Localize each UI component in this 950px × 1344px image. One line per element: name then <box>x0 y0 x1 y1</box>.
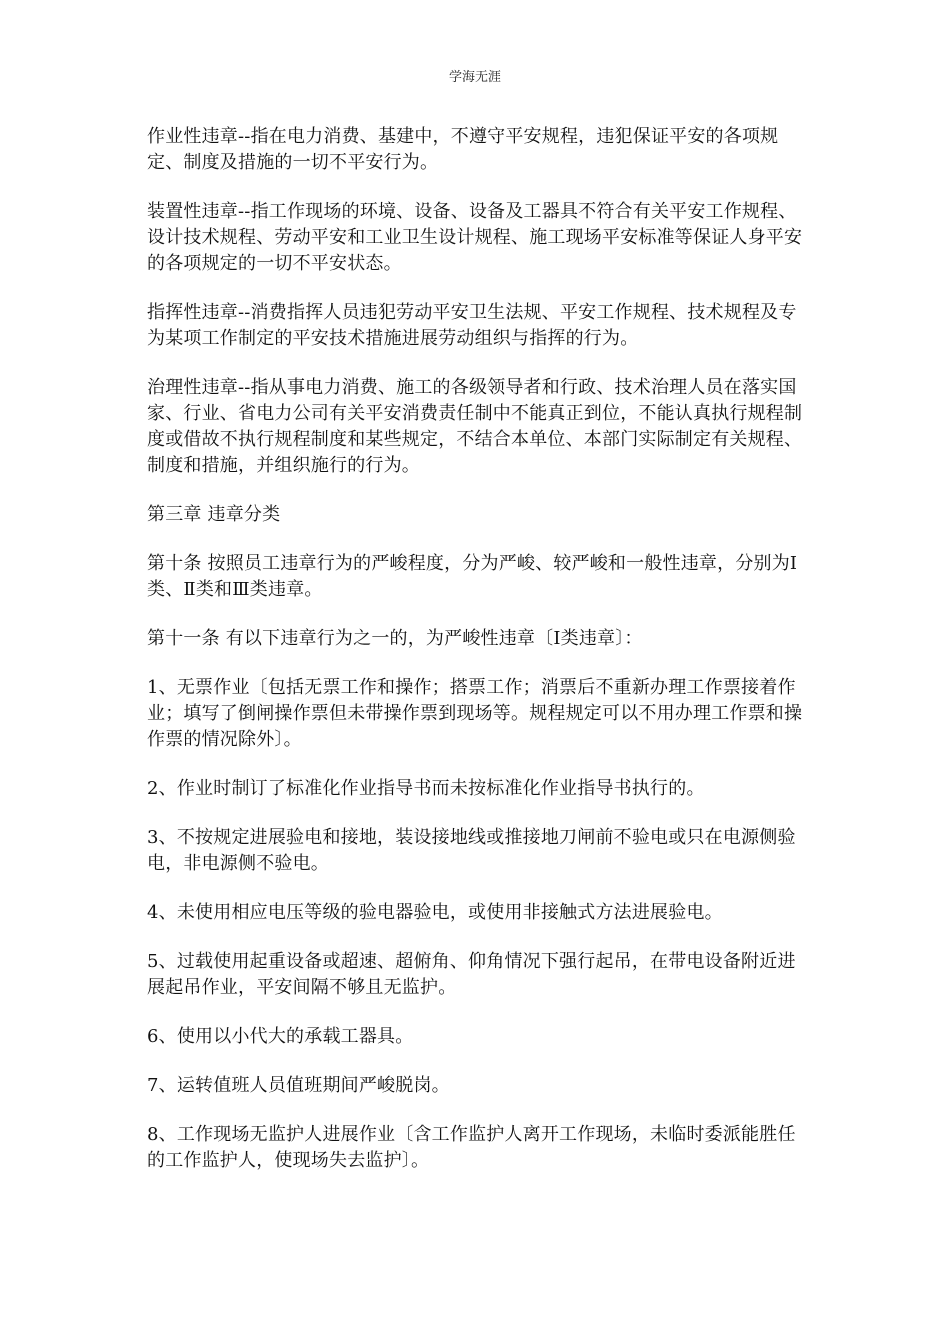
page-header: 学海无涯 <box>448 70 501 85</box>
list-item: 1、无票作业〔包括无票工作和操作；搭票工作；消票后不重新办理工作票接着作业；填写了倒闸操作票但未带操作票到现场等。规程规定可以不用办理工作票和操作票的情况除外〕。 <box>147 677 803 750</box>
chapter-heading: 第三章 违章分类 <box>147 504 281 525</box>
paragraph-management-violation: 治理性违章--指从事电力消费、施工的各级领导者和行政、技术治理人员在落实国家、行业、省电力公司有关平安消费责任制中不能真正到位，不能认真执行规程制度或借故不执行规程制度和某些规定，不结合本单位、本部门实际制定有关规程、制度和措施，并组织施行的行为。 <box>147 377 803 476</box>
article-11: 第十一条 有以下违章行为之一的，为严峻性违章〔Ⅰ类违章〕： <box>147 628 643 649</box>
list-item: 2、作业时制订了标准化作业指导书而未按标准化作业指导书执行的。 <box>147 778 705 799</box>
article-10: 第十条 按照员工违章行为的严峻程度，分为严峻、较严峻和一般性违章，分别为Ⅰ类、Ⅱ类和Ⅲ类违章。 <box>147 553 798 600</box>
paragraph-installation-violation: 装置性违章--指工作现场的环境、设备、设备及工器具不符合有关平安工作规程、设计技术规程、劳动平安和工业卫生设计规程、施工现场平安标准等保证人身平安的各项规定的一切不平安状态。 <box>147 201 803 274</box>
list-item: 5、过载使用起重设备或超速、超俯角、仰角情况下强行起吊，在带电设备附近进展起吊作业，平安间隔不够且无监护。 <box>147 951 796 998</box>
list-item: 3、不按规定进展验电和接地，装设接地线或推接地刀闸前不验电或只在电源侧验电，非电源侧不验电。 <box>147 827 796 874</box>
list-item: 7、运转值班人员值班期间严峻脱岗。 <box>147 1075 450 1096</box>
list-item: 4、未使用相应电压等级的验电器验电，或使用非接触式方法进展验电。 <box>147 902 723 923</box>
paragraph-operational-violation: 作业性违章--指在电力消费、基建中，不遵守平安规程，违犯保证平安的各项规定、制度及措施的一切不平安行为。 <box>147 126 779 173</box>
list-item: 6、使用以小代大的承载工器具。 <box>147 1026 414 1047</box>
document-body <box>147 124 807 1197</box>
paragraph-command-violation: 指挥性违章--消费指挥人员违犯劳动平安卫生法规、平安工作规程、技术规程及专为某项工作制定的平安技术措施进展劳动组织与指挥的行为。 <box>147 302 797 349</box>
list-item: 8、工作现场无监护人进展作业〔含工作监护人离开工作现场，未临时委派能胜任的工作监护人，使现场失去监护〕。 <box>147 1124 796 1171</box>
